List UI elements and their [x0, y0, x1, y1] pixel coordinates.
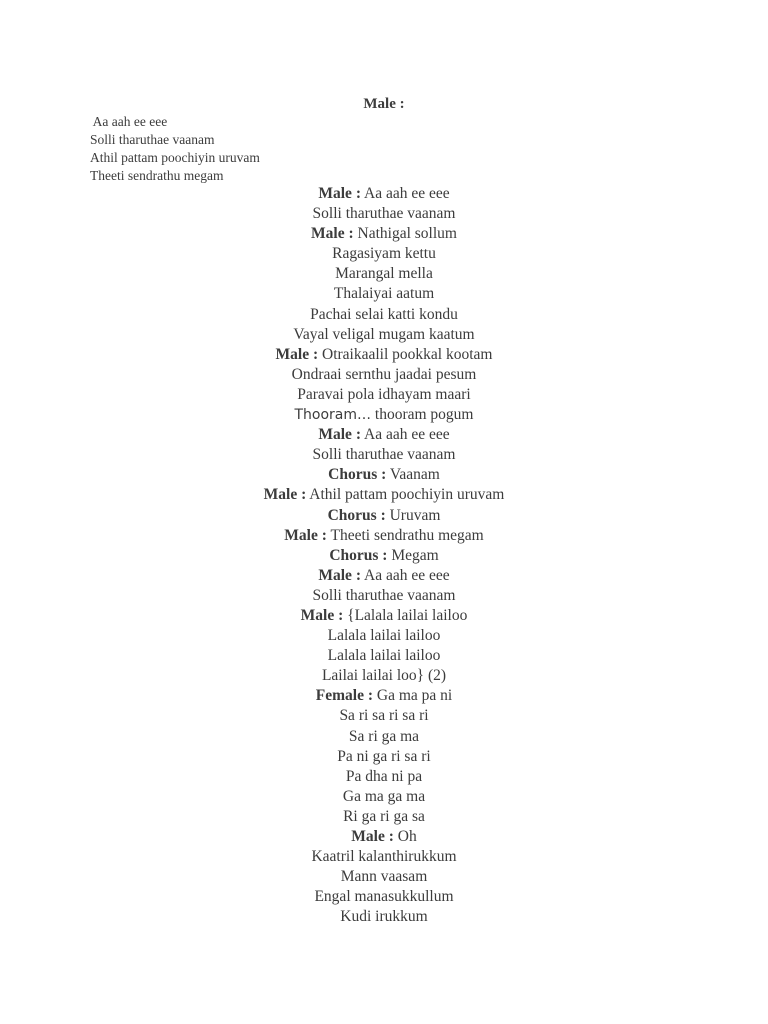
lyric-text: Theeti sendrathu megam [326, 526, 484, 544]
lyric-text: Sa ri ga ma [348, 727, 420, 745]
lyric-line [0, 706, 768, 726]
lyric-text: Kaatril kalanthirukkum [311, 848, 457, 866]
lyric-line [0, 867, 768, 887]
lyric-line [0, 887, 768, 907]
lyric-text: Oh [393, 828, 417, 845]
lyric-line [0, 767, 768, 787]
speaker-label: Female : [315, 687, 374, 705]
speaker-label: Male : [275, 345, 319, 363]
lyric-line [0, 445, 768, 465]
first-heading: Male : [363, 96, 405, 112]
lyric-text: Pachai selai katti kondu [310, 305, 458, 323]
lyric-text: Aa aah ee eee [360, 426, 450, 444]
speaker-label: Male : [300, 606, 344, 624]
lyric-text: Vayal veligal mugam kaatum [293, 325, 475, 343]
lyric-line [0, 264, 768, 284]
lyric-line [0, 546, 768, 566]
lyric-text: Lailai lailai loo} (2) [321, 667, 447, 685]
lyric-text: Mann vaasam [340, 868, 428, 886]
intro-line: Athil pattam poochiyin uruvam [90, 150, 260, 165]
intro-line: Theeti sendrathu megam [90, 168, 224, 183]
lyric-text: Engal manasukkullum [314, 888, 454, 906]
lyric-line [0, 465, 768, 485]
lyric-text: Ga ma pa ni [373, 687, 453, 705]
lyric-text: Pa dha ni pa [345, 767, 423, 785]
speaker-label: Male : [318, 185, 361, 202]
lyric-line [0, 566, 768, 586]
speaker-label: Male : [318, 566, 361, 584]
speaker-label: Chorus : [328, 466, 387, 484]
lyric-line [0, 284, 768, 304]
lyric-line [0, 727, 768, 747]
lyric-text: Thalaiyai aatum [333, 285, 435, 303]
lyric-line [0, 485, 768, 505]
lyric-text: Solli tharuthae vaanam [312, 586, 456, 604]
lyric-line [0, 365, 768, 385]
lyric-line [0, 606, 768, 626]
lyric-text: Ga ma ga ma [342, 787, 426, 805]
lyric-text: thooram pogum [371, 406, 474, 424]
lyric-text: Athil pattam poochiyin uruvam [306, 486, 505, 504]
lyric-line [0, 305, 768, 325]
speaker-label: Male : [318, 426, 361, 444]
lyric-line [0, 827, 768, 847]
speaker-label: Male : [311, 225, 354, 243]
lyric-line [0, 586, 768, 606]
lyric-line [0, 184, 768, 204]
speaker-label: Male : [351, 828, 394, 845]
lyric-text: Aa aah ee eee [360, 566, 450, 584]
speaker-label: Male : [263, 486, 307, 504]
lyric-text: Megam [387, 546, 439, 564]
lyric-text: Lalala lailai lailoo [327, 627, 441, 645]
lyric-line [0, 666, 768, 686]
lyric-text: Vaanam [386, 466, 440, 484]
intro-block [90, 113, 260, 185]
lyric-line [0, 907, 768, 927]
lyric-line [0, 526, 768, 546]
lyric-text: Marangal mella [335, 265, 433, 283]
lyric-text: Sa ri sa ri sa ri [339, 707, 429, 725]
lyric-text: Pa ni ga ri sa ri [337, 747, 431, 765]
lyric-text: Paravai pola idhayam maari [297, 385, 471, 403]
speaker-label: Male : [284, 526, 327, 544]
lyric-line [0, 787, 768, 807]
speaker-label: Chorus : [329, 546, 388, 564]
lyric-text: Solli tharuthae vaanam [312, 205, 456, 223]
lyric-line [0, 646, 768, 666]
lyric-text: Ragasiyam kettu [332, 245, 436, 263]
lyric-line [0, 686, 768, 706]
lyric-line [0, 345, 768, 365]
lyric-line [0, 626, 768, 646]
lyric-text: Uruvam [385, 506, 441, 524]
lyric-text: Otraikaalil pookkal kootam [318, 345, 493, 363]
lyric-line [0, 506, 768, 526]
lyric-line [0, 385, 768, 405]
lyric-line [0, 204, 768, 224]
lyric-text: Ri ga ri ga sa [343, 807, 425, 825]
lyric-line [0, 425, 768, 445]
intro-line: Solli tharuthae vaanam [90, 132, 215, 147]
lyric-line [0, 244, 768, 264]
lyric-text: {Lalala lailai lailoo [343, 606, 468, 624]
lyric-text: Solli tharuthae vaanam [312, 446, 456, 464]
lyric-text: Ondraai sernthu jaadai pesum [291, 365, 477, 383]
lyric-text: Lalala lailai lailoo [327, 647, 441, 665]
lyric-line [0, 405, 768, 425]
intro-line: Aa aah ee eee [90, 114, 168, 129]
lyric-line [0, 847, 768, 867]
lyric-text: Nathigal sollum [353, 225, 457, 243]
lyric-text: Aa aah ee eee [360, 185, 450, 202]
lyric-prefix: Thooram… [294, 407, 372, 424]
speaker-label: Chorus : [327, 506, 386, 524]
lyrics-block [0, 184, 768, 927]
lyric-line [0, 325, 768, 345]
lyric-line [0, 807, 768, 827]
lyric-line [0, 224, 768, 244]
lyric-line [0, 747, 768, 767]
lyric-text: Kudi irukkum [340, 908, 428, 926]
